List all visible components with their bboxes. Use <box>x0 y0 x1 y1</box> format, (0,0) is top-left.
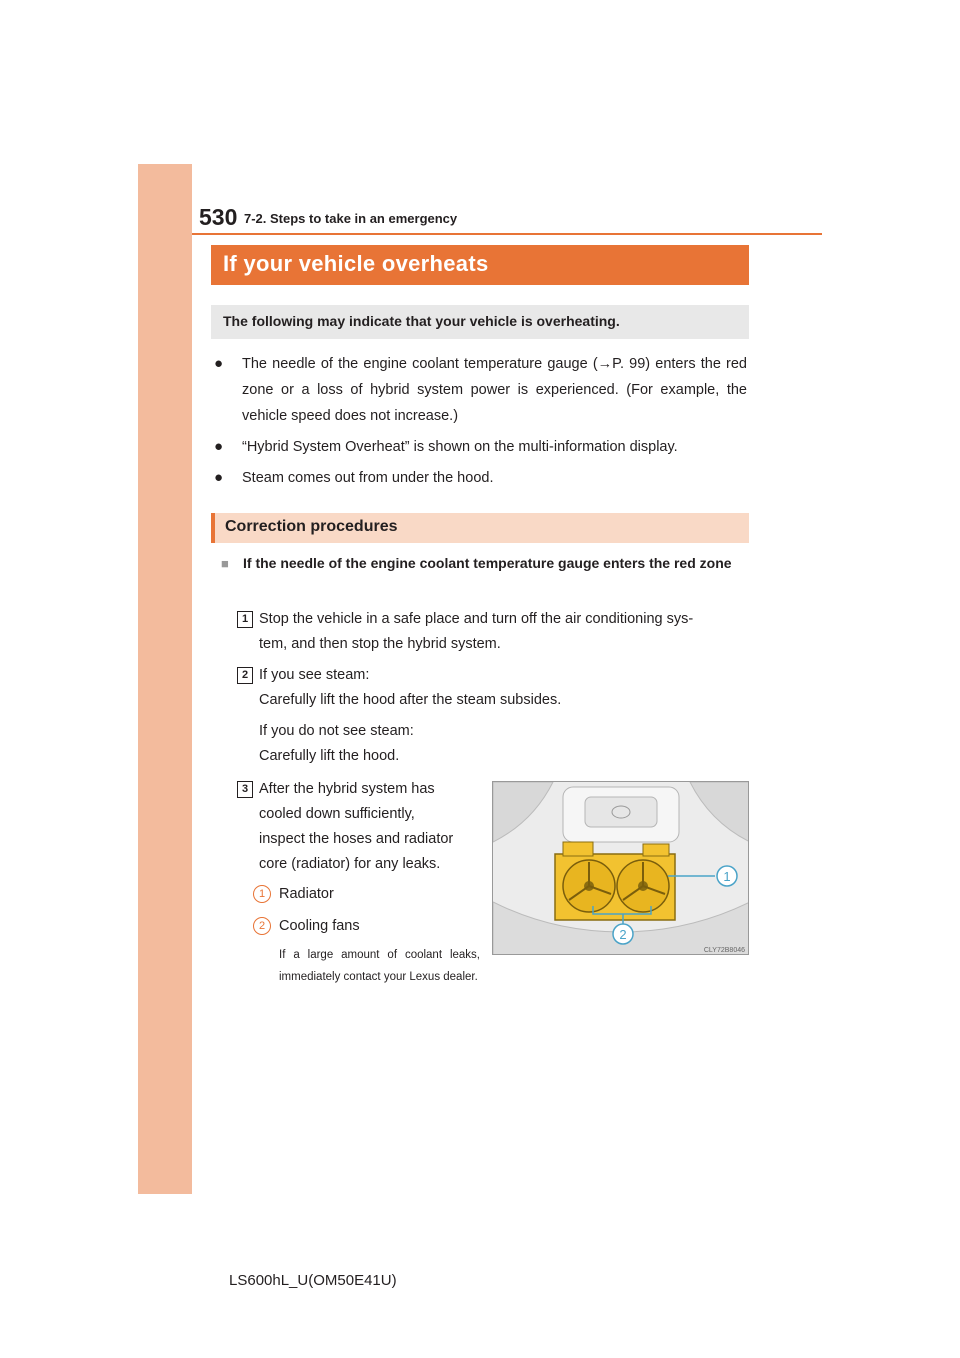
coolant-leak-note: If a large amount of coolant leaks, immediately contact your Lexus dealer. <box>279 949 480 983</box>
bullet-item <box>214 351 747 429</box>
bullet-dot-icon: ● <box>214 355 224 372</box>
step-1-line-1: Stop the vehicle in a safe place and turn off the air conditioning sys- <box>259 611 694 627</box>
callout-number: 1 <box>253 885 271 903</box>
sub-heading-text: If the needle of the engine coolant temperature gauge enters the red zone <box>243 555 732 571</box>
engine-bay-figure <box>492 781 749 955</box>
callout-label-cooling-fans: Cooling fans <box>279 918 360 934</box>
section-heading: Correction procedures <box>225 518 398 535</box>
step-3-line-1: After the hybrid system has <box>259 781 435 797</box>
footer-model-code: LS600hL_U(OM50E41U) <box>229 1272 397 1289</box>
step-2-line-1: If you see steam: <box>259 667 370 683</box>
page-number: 530 <box>199 204 238 230</box>
square-bullet-icon: ■ <box>221 556 229 571</box>
bullet-text: “Hybrid System Overheat” is shown on the multi-information display. <box>242 439 678 455</box>
callout-label-radiator: Radiator <box>279 886 334 902</box>
step-number-box: 2 <box>237 667 253 684</box>
header-rule <box>192 233 822 235</box>
step-3-line-2: cooled down sufficiently, <box>259 806 415 822</box>
chapter-heading: 7-2. Steps to take in an emergency <box>244 211 458 226</box>
step-2-line-3: If you do not see steam: <box>259 723 414 739</box>
engine-bay-illustration <box>493 782 749 955</box>
figure-callout-2: 2 <box>619 927 627 942</box>
step-number-box: 3 <box>237 781 253 798</box>
figure-code: CLY72B8046 <box>703 947 745 954</box>
step-3-line-4: core (radiator) for any leaks. <box>259 856 441 872</box>
step-2-line-2: Carefully lift the hood after the steam subsides. <box>259 692 562 708</box>
page-title: If your vehicle overheats <box>223 251 489 276</box>
bullet-text: Steam comes out from under the hood. <box>242 470 494 486</box>
step-1-line-2: tem, and then stop the hybrid system. <box>259 636 501 652</box>
step-2-line-4: Carefully lift the hood. <box>259 748 400 764</box>
intro-text: The following may indicate that your vehicle is overheating. <box>223 313 620 329</box>
bullet-dot-icon: ● <box>214 469 224 486</box>
bullet-item <box>214 434 747 460</box>
chapter-sidebar-tab <box>138 164 192 1194</box>
bullet-dot-icon: ● <box>214 438 224 455</box>
bullet-text: The needle of the engine coolant temperature gauge (→P. 99) enters the red zone or a loss of hybrid system power is experienced. (For example, the vehicle speed does not increase.) <box>242 356 747 424</box>
bullet-item <box>214 465 747 491</box>
step-3-line-3: inspect the hoses and radiator <box>259 831 454 847</box>
section-heading-bar <box>211 513 749 543</box>
title-bar <box>211 245 749 285</box>
intro-bar <box>211 305 749 339</box>
step-number-box: 1 <box>237 611 253 628</box>
figure-callout-1: 1 <box>723 869 731 884</box>
callout-number: 2 <box>253 917 271 935</box>
